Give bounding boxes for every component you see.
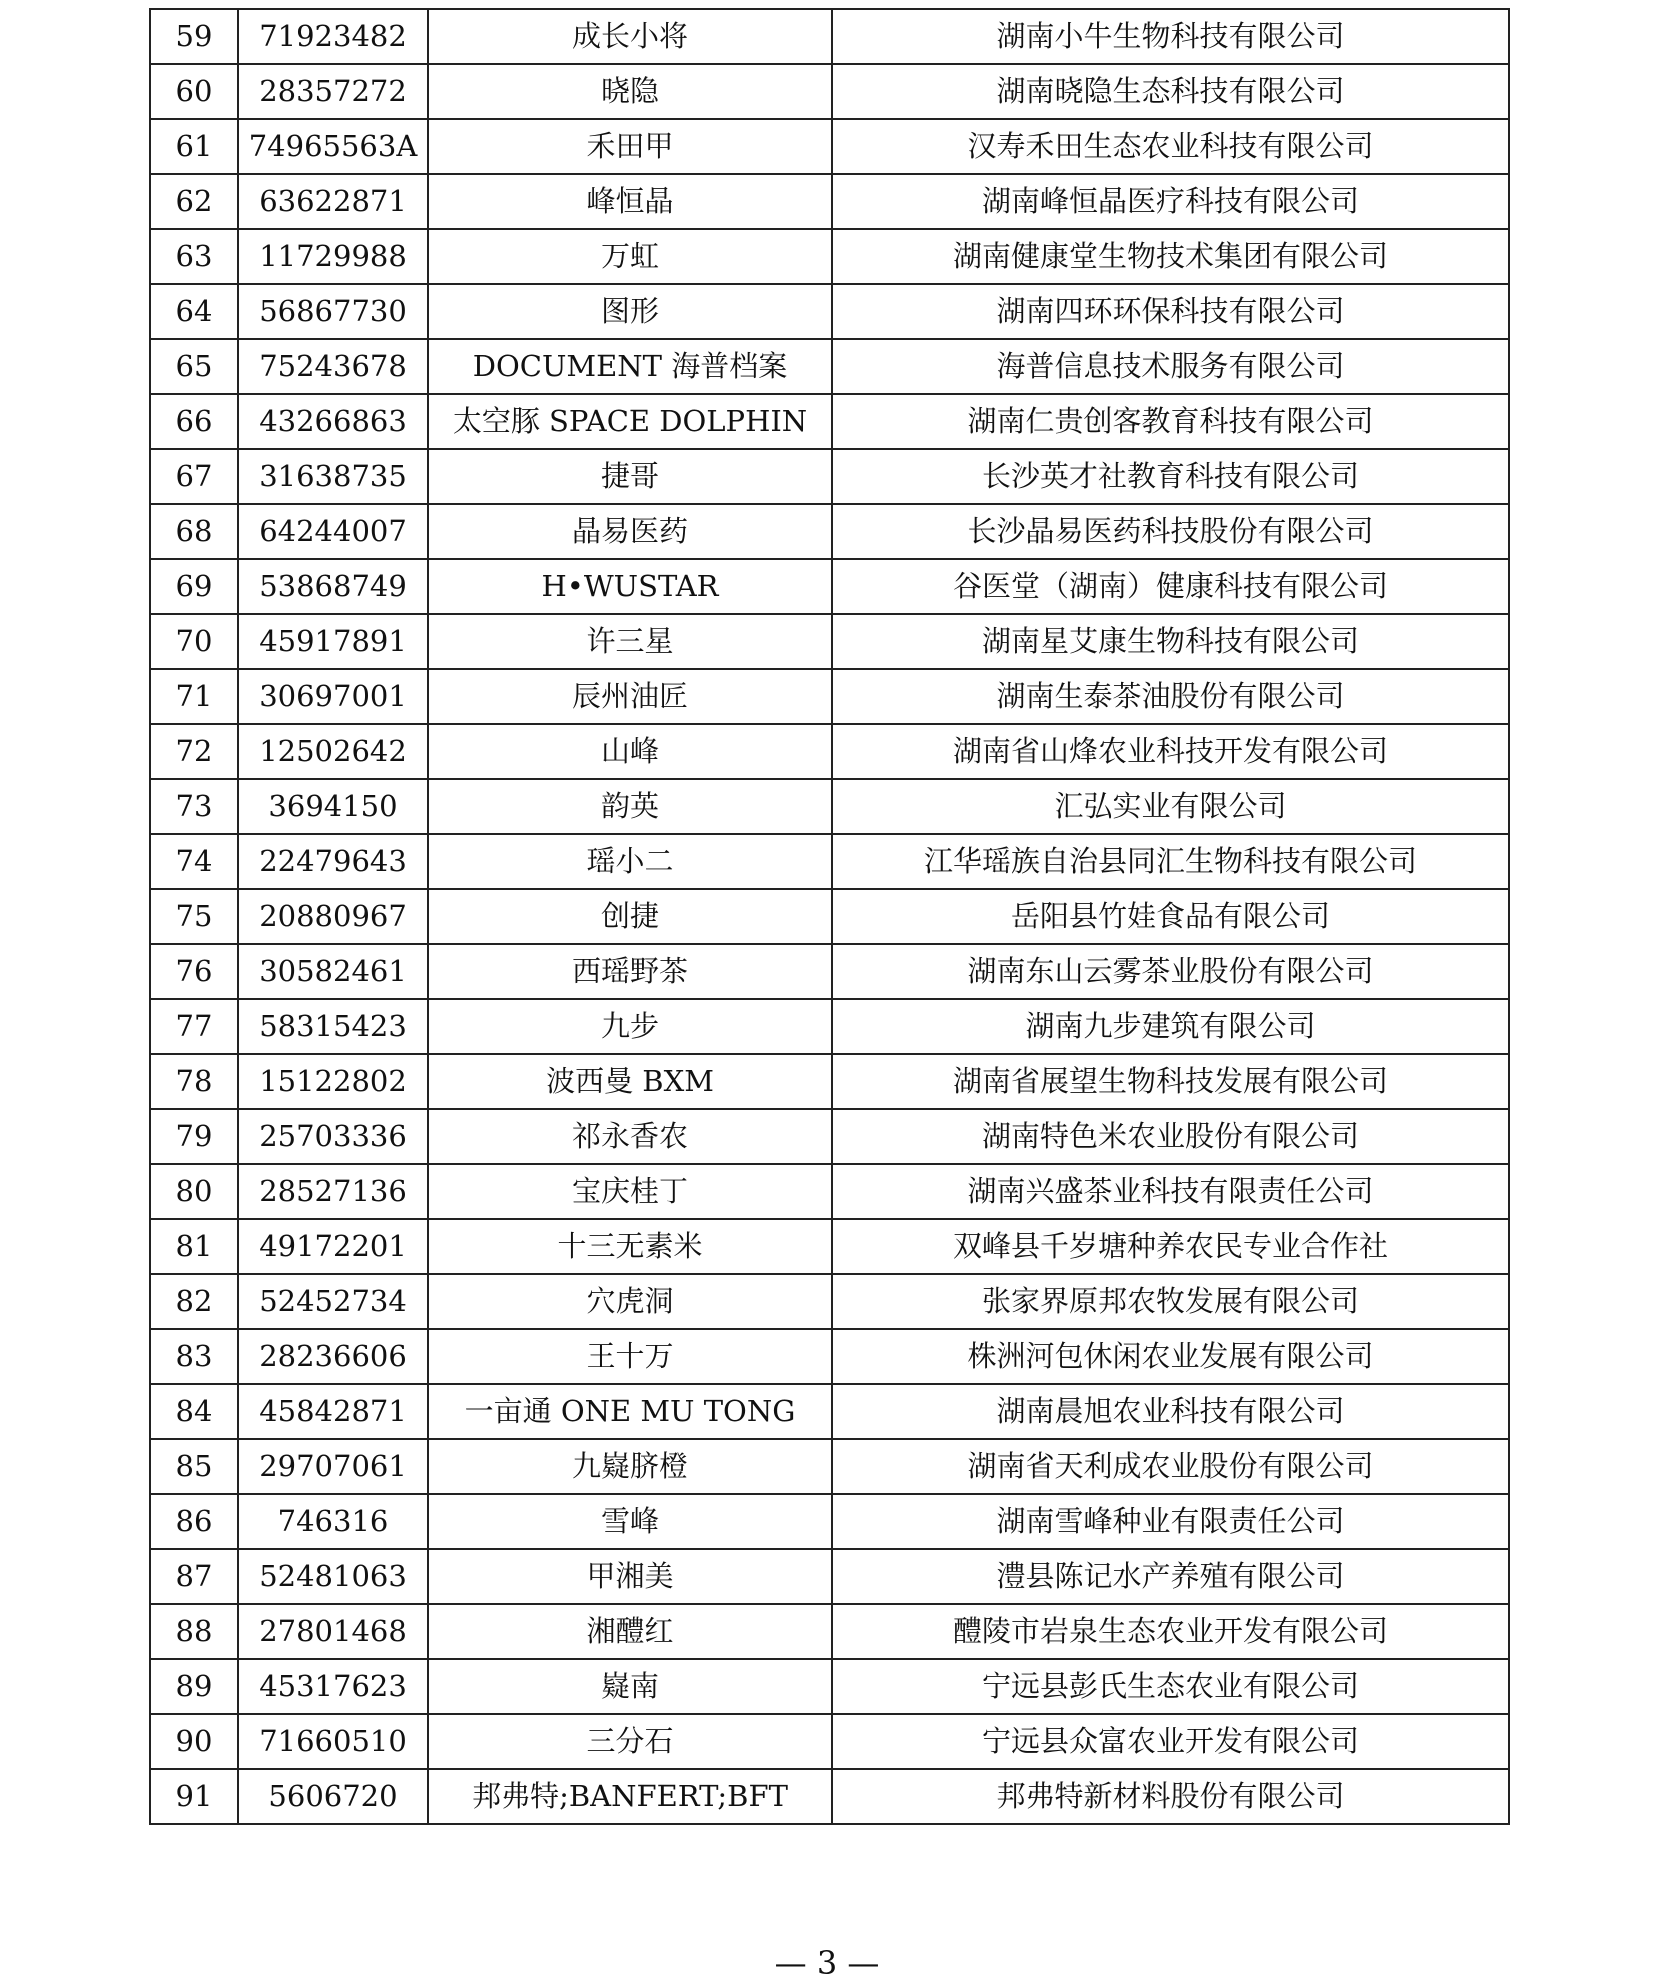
- table-row: [150, 9, 1509, 64]
- table-row: [150, 559, 1509, 614]
- table-row: [150, 944, 1509, 999]
- company-name-cell: 湖南四环环保科技有限公司: [832, 284, 1509, 339]
- registration-number-cell: 28236606: [238, 1329, 428, 1384]
- company-name-cell: 湖南仁贵创客教育科技有限公司: [832, 394, 1509, 449]
- table-row: [150, 1054, 1509, 1109]
- registration-number-cell: 27801468: [238, 1604, 428, 1659]
- row-index-cell: 59: [150, 9, 238, 64]
- company-name-cell: 醴陵市岩泉生态农业开发有限公司: [832, 1604, 1509, 1659]
- registration-number-cell: 31638735: [238, 449, 428, 504]
- trademark-name-cell: 九嶷脐橙: [428, 1439, 832, 1494]
- company-name-cell: 湖南九步建筑有限公司: [832, 999, 1509, 1054]
- trademark-name-cell: 波西曼 BXM: [428, 1054, 832, 1109]
- table-row: [150, 1549, 1509, 1604]
- row-index-cell: 86: [150, 1494, 238, 1549]
- page-number: — 3 —: [774, 1944, 880, 1982]
- trademark-name-cell: 祁永香农: [428, 1109, 832, 1164]
- company-name-cell: 株洲河包休闲农业发展有限公司: [832, 1329, 1509, 1384]
- company-name-cell: 湖南晓隐生态科技有限公司: [832, 64, 1509, 119]
- table-row: [150, 1604, 1509, 1659]
- registration-number-cell: 49172201: [238, 1219, 428, 1274]
- row-index-cell: 88: [150, 1604, 238, 1659]
- company-name-cell: 双峰县千岁塘种养农民专业合作社: [832, 1219, 1509, 1274]
- registration-number-cell: 53868749: [238, 559, 428, 614]
- trademark-name-cell: 瑶小二: [428, 834, 832, 889]
- registration-number-cell: 71660510: [238, 1714, 428, 1769]
- company-name-cell: 长沙晶易医药科技股份有限公司: [832, 504, 1509, 559]
- row-index-cell: 77: [150, 999, 238, 1054]
- registration-number-cell: 11729988: [238, 229, 428, 284]
- trademark-name-cell: 西瑶野茶: [428, 944, 832, 999]
- trademark-name-cell: 晓隐: [428, 64, 832, 119]
- trademark-name-cell: 甲湘美: [428, 1549, 832, 1604]
- row-index-cell: 63: [150, 229, 238, 284]
- row-index-cell: 87: [150, 1549, 238, 1604]
- row-index-cell: 85: [150, 1439, 238, 1494]
- row-index-cell: 70: [150, 614, 238, 669]
- registration-number-cell: 20880967: [238, 889, 428, 944]
- table-row: [150, 614, 1509, 669]
- table-row: [150, 1439, 1509, 1494]
- table-row: [150, 1769, 1509, 1824]
- trademark-name-cell: 十三无素米: [428, 1219, 832, 1274]
- company-name-cell: 湖南省天利成农业股份有限公司: [832, 1439, 1509, 1494]
- registration-number-cell: 15122802: [238, 1054, 428, 1109]
- row-index-cell: 72: [150, 724, 238, 779]
- table-row: [150, 1274, 1509, 1329]
- trademark-name-cell: 创捷: [428, 889, 832, 944]
- trademark-name-cell: 湘醴红: [428, 1604, 832, 1659]
- company-name-cell: 邦弗特新材料股份有限公司: [832, 1769, 1509, 1824]
- row-index-cell: 81: [150, 1219, 238, 1274]
- table-row: [150, 834, 1509, 889]
- row-index-cell: 80: [150, 1164, 238, 1219]
- trademark-name-cell: 穴虎洞: [428, 1274, 832, 1329]
- registration-number-cell: 28357272: [238, 64, 428, 119]
- registration-number-cell: 58315423: [238, 999, 428, 1054]
- company-name-cell: 湖南省展望生物科技发展有限公司: [832, 1054, 1509, 1109]
- trademark-name-cell: 九步: [428, 999, 832, 1054]
- table-row: [150, 284, 1509, 339]
- registration-number-cell: 64244007: [238, 504, 428, 559]
- company-name-cell: 湖南省山烽农业科技开发有限公司: [832, 724, 1509, 779]
- row-index-cell: 73: [150, 779, 238, 834]
- row-index-cell: 66: [150, 394, 238, 449]
- trademark-name-cell: 王十万: [428, 1329, 832, 1384]
- registration-number-cell: 75243678: [238, 339, 428, 394]
- company-name-cell: 宁远县彭氏生态农业有限公司: [832, 1659, 1509, 1714]
- registration-number-cell: 71923482: [238, 9, 428, 64]
- table-row: [150, 1219, 1509, 1274]
- row-index-cell: 79: [150, 1109, 238, 1164]
- trademark-name-cell: 嶷南: [428, 1659, 832, 1714]
- company-name-cell: 湖南雪峰种业有限责任公司: [832, 1494, 1509, 1549]
- registration-number-cell: 45842871: [238, 1384, 428, 1439]
- row-index-cell: 71: [150, 669, 238, 724]
- company-name-cell: 湖南兴盛茶业科技有限责任公司: [832, 1164, 1509, 1219]
- trademark-name-cell: 雪峰: [428, 1494, 832, 1549]
- company-name-cell: 宁远县众富农业开发有限公司: [832, 1714, 1509, 1769]
- company-name-cell: 长沙英才社教育科技有限公司: [832, 449, 1509, 504]
- registration-number-cell: 5606720: [238, 1769, 428, 1824]
- registration-number-cell: 3694150: [238, 779, 428, 834]
- table-row: [150, 119, 1509, 174]
- registration-number-cell: 30582461: [238, 944, 428, 999]
- row-index-cell: 84: [150, 1384, 238, 1439]
- row-index-cell: 74: [150, 834, 238, 889]
- registration-number-cell: 45317623: [238, 1659, 428, 1714]
- registration-number-cell: 43266863: [238, 394, 428, 449]
- company-name-cell: 湖南健康堂生物技术集团有限公司: [832, 229, 1509, 284]
- trademark-name-cell: 许三星: [428, 614, 832, 669]
- company-name-cell: 江华瑶族自治县同汇生物科技有限公司: [832, 834, 1509, 889]
- company-name-cell: 汇弘实业有限公司: [832, 779, 1509, 834]
- company-name-cell: 汉寿禾田生态农业科技有限公司: [832, 119, 1509, 174]
- trademark-table: [149, 8, 1510, 1825]
- registration-number-cell: 746316: [238, 1494, 428, 1549]
- registration-number-cell: 63622871: [238, 174, 428, 229]
- table-row: [150, 449, 1509, 504]
- trademark-name-cell: 捷哥: [428, 449, 832, 504]
- row-index-cell: 89: [150, 1659, 238, 1714]
- row-index-cell: 65: [150, 339, 238, 394]
- company-name-cell: 湖南晨旭农业科技有限公司: [832, 1384, 1509, 1439]
- registration-number-cell: 25703336: [238, 1109, 428, 1164]
- row-index-cell: 60: [150, 64, 238, 119]
- registration-number-cell: 12502642: [238, 724, 428, 779]
- row-index-cell: 61: [150, 119, 238, 174]
- row-index-cell: 83: [150, 1329, 238, 1384]
- table-row: [150, 504, 1509, 559]
- table-row: [150, 669, 1509, 724]
- company-name-cell: 湖南星艾康生物科技有限公司: [832, 614, 1509, 669]
- table-row: [150, 1714, 1509, 1769]
- row-index-cell: 78: [150, 1054, 238, 1109]
- row-index-cell: 64: [150, 284, 238, 339]
- company-name-cell: 湖南小牛生物科技有限公司: [832, 9, 1509, 64]
- table-row: [150, 779, 1509, 834]
- trademark-name-cell: 山峰: [428, 724, 832, 779]
- row-index-cell: 67: [150, 449, 238, 504]
- table-row: [150, 174, 1509, 229]
- table-row: [150, 1329, 1509, 1384]
- registration-number-cell: 29707061: [238, 1439, 428, 1494]
- trademark-name-cell: 太空豚 SPACE DOLPHIN: [428, 394, 832, 449]
- row-index-cell: 68: [150, 504, 238, 559]
- registration-number-cell: 45917891: [238, 614, 428, 669]
- company-name-cell: 海普信息技术服务有限公司: [832, 339, 1509, 394]
- company-name-cell: 湖南生泰茶油股份有限公司: [832, 669, 1509, 724]
- table-row: [150, 1659, 1509, 1714]
- trademark-name-cell: 韵英: [428, 779, 832, 834]
- registration-number-cell: 28527136: [238, 1164, 428, 1219]
- table-row: [150, 394, 1509, 449]
- table-row: [150, 64, 1509, 119]
- company-name-cell: 湖南峰恒晶医疗科技有限公司: [832, 174, 1509, 229]
- trademark-name-cell: 禾田甲: [428, 119, 832, 174]
- trademark-name-cell: 一亩通 ONE MU TONG: [428, 1384, 832, 1439]
- table-row: [150, 1109, 1509, 1164]
- trademark-name-cell: 三分石: [428, 1714, 832, 1769]
- registration-number-cell: 52452734: [238, 1274, 428, 1329]
- registration-number-cell: 52481063: [238, 1549, 428, 1604]
- table-row: [150, 1164, 1509, 1219]
- table-row: [150, 1384, 1509, 1439]
- row-index-cell: 90: [150, 1714, 238, 1769]
- table-row: [150, 1494, 1509, 1549]
- trademark-name-cell: 晶易医药: [428, 504, 832, 559]
- row-index-cell: 91: [150, 1769, 238, 1824]
- trademark-name-cell: DOCUMENT 海普档案: [428, 339, 832, 394]
- trademark-name-cell: 宝庆桂丁: [428, 1164, 832, 1219]
- company-name-cell: 澧县陈记水产养殖有限公司: [832, 1549, 1509, 1604]
- row-index-cell: 62: [150, 174, 238, 229]
- registration-number-cell: 56867730: [238, 284, 428, 339]
- row-index-cell: 76: [150, 944, 238, 999]
- registration-number-cell: 74965563A: [238, 119, 428, 174]
- table-row: [150, 999, 1509, 1054]
- company-name-cell: 湖南东山云雾茶业股份有限公司: [832, 944, 1509, 999]
- row-index-cell: 75: [150, 889, 238, 944]
- trademark-name-cell: 万虹: [428, 229, 832, 284]
- row-index-cell: 82: [150, 1274, 238, 1329]
- table-body: [150, 9, 1509, 1824]
- trademark-name-cell: H•WUSTAR: [428, 559, 832, 614]
- trademark-name-cell: 邦弗特;BANFERT;BFT: [428, 1769, 832, 1824]
- table-row: [150, 889, 1509, 944]
- company-name-cell: 谷医堂（湖南）健康科技有限公司: [832, 559, 1509, 614]
- trademark-name-cell: 图形: [428, 284, 832, 339]
- table-row: [150, 229, 1509, 284]
- row-index-cell: 69: [150, 559, 238, 614]
- trademark-name-cell: 辰州油匠: [428, 669, 832, 724]
- registration-number-cell: 30697001: [238, 669, 428, 724]
- company-name-cell: 湖南特色米农业股份有限公司: [832, 1109, 1509, 1164]
- trademark-name-cell: 成长小将: [428, 9, 832, 64]
- table-row: [150, 339, 1509, 394]
- company-name-cell: 张家界原邦农牧发展有限公司: [832, 1274, 1509, 1329]
- table-row: [150, 724, 1509, 779]
- registration-number-cell: 22479643: [238, 834, 428, 889]
- company-name-cell: 岳阳县竹娃食品有限公司: [832, 889, 1509, 944]
- trademark-name-cell: 峰恒晶: [428, 174, 832, 229]
